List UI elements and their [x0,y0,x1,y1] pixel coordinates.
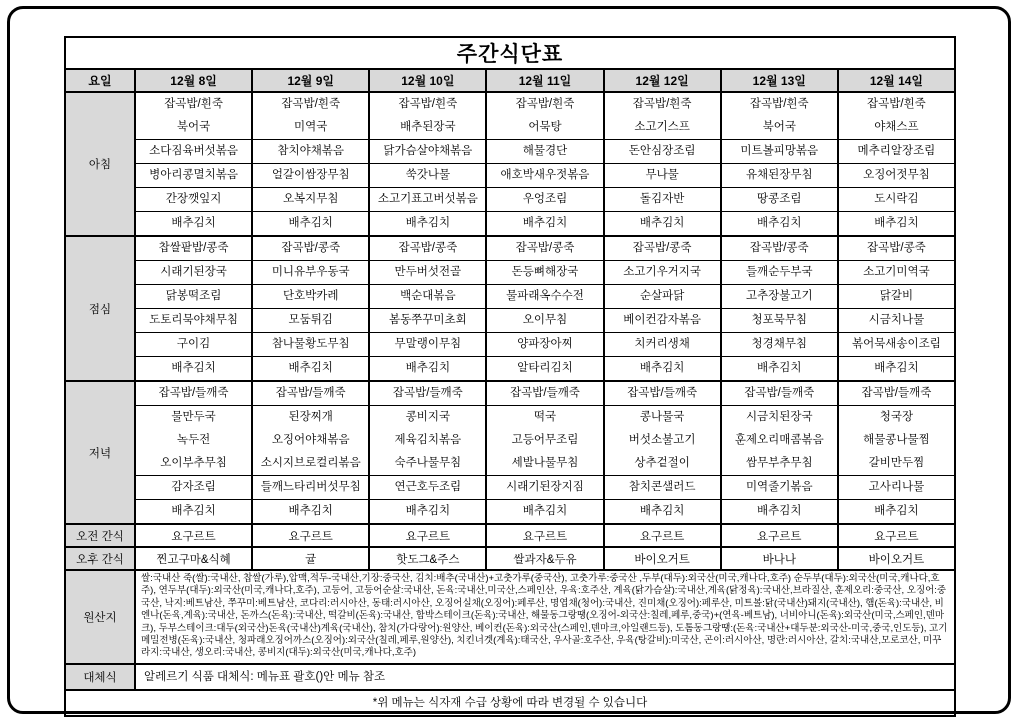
menu-cell [135,333,252,357]
menu-cell [369,140,486,164]
menu-item: 무나물 [645,169,679,181]
menu-cell [604,381,721,406]
snack-cell: 요구르트 [721,524,838,547]
menu-item: 고추장불고기 [745,290,813,302]
menu-item: 백순대볶음 [400,290,456,302]
menu-item: 얼갈이쌈장무침 [271,169,350,181]
snack-cell: 바이오거트 [604,547,721,570]
menu-item: 배추김치 [874,362,919,374]
day-label-header: 요일 [65,69,135,92]
menu-cell [838,261,955,285]
menu-item: 베이컨감자볶음 [623,314,702,326]
menu-cell [838,188,955,212]
menu-cell [369,406,486,476]
menu-item: 간장깻잎지 [165,193,222,205]
table-row [65,261,955,285]
menu-item: 배추김치 [874,505,919,517]
menu-item: 상추겉절이 [634,457,690,469]
menu-item: 어묵탕 [528,121,562,133]
menu-item: 잡곡밥/흰죽 [749,98,809,110]
date-header-cell: 12월 12일 [604,69,721,92]
menu-cell [135,140,252,164]
menu-item: 청국장 [879,411,914,423]
menu-cell [135,212,252,237]
menu-cell [135,285,252,309]
menu-item: 만두버섯전골 [394,266,462,278]
menu-item: 닭봉떡조림 [165,290,222,302]
menu-item: 감자조림 [171,481,216,493]
menu-item: 된장찌개 [288,411,333,423]
menu-cell [369,309,486,333]
menu-item: 소시지브로컬리볶음 [260,457,361,469]
menu-cell [721,188,838,212]
menu-item: 모둠튀김 [288,314,333,326]
menu-cell [369,164,486,188]
menu-cell [604,333,721,357]
menu-item: 단호박카레 [282,290,339,302]
substitute-label: 대체식 [65,664,135,690]
menu-item: 잡곡밥/콩죽 [632,242,692,254]
menu-item: 오이부추무침 [160,457,227,469]
menu-cell [838,236,955,261]
menu-cell [721,309,838,333]
menu-item: 배추김치 [288,505,333,517]
menu-cell [135,164,252,188]
menu-cell [252,140,369,164]
menu-cell [721,357,838,382]
menu-item: 참치야채볶음 [277,145,345,157]
substitute-text: 알레르기 식품 대체식: 메뉴표 괄호()안 메뉴 참조 [135,664,955,690]
menu-item: 잡곡밥/콩죽 [398,242,458,254]
table-row [65,140,955,164]
menu-item: 양파장아찌 [517,338,573,350]
menu-cell [486,261,603,285]
section-label: 저녁 [65,381,135,524]
menu-item: 알타리김치 [517,362,573,374]
table-row [65,547,955,570]
snack-cell: 찐고구마&식혜 [135,547,252,570]
menu-cell [604,164,721,188]
date-header-cell: 12월 8일 [135,69,252,92]
menu-item: 잡곡밥/흰죽 [164,98,223,110]
menu-cell [135,92,252,140]
menu-cell [135,261,252,285]
menu-item: 잡곡밥/들깨죽 [510,387,580,399]
table-row [65,406,955,476]
menu-item: 잡곡밥/콩죽 [281,242,341,254]
menu-item: 쌈무부추무침 [745,457,813,469]
date-header-cell: 12월 10일 [369,69,486,92]
menu-item: 녹두전 [176,434,211,446]
menu-cell [486,476,603,500]
table-row [65,524,955,547]
menu-cell [135,236,252,261]
menu-item: 배추김치 [639,217,685,229]
menu-cell [721,140,838,164]
menu-item: 배추김치 [171,217,216,229]
table-row [65,309,955,333]
menu-item: 잡곡밥/흰죽 [398,98,458,110]
table-row [65,381,955,406]
menu-cell [604,261,721,285]
menu-cell [252,500,369,525]
menu-item: 돈안심장조림 [628,145,696,157]
page-title: 주간식단표 [65,37,955,69]
menu-item: 도시락김 [874,193,919,205]
menu-item: 배추김치 [288,362,333,374]
menu-item: 배추김치 [288,217,333,229]
menu-item: 잡곡밥/들깨죽 [392,387,463,399]
menu-cell [252,357,369,382]
menu-item: 잡곡밥/들깨죽 [627,387,698,399]
menu-item: 유채된장무침 [745,169,813,181]
menu-cell [838,381,955,406]
menu-cell [369,236,486,261]
menu-item: 배추김치 [522,217,568,229]
menu-item: 애호박새우젓볶음 [500,169,590,181]
menu-item: 훈제오리매콤볶음 [734,434,824,446]
menu-cell [838,212,955,237]
menu-item: 북어국 [176,121,211,133]
snack-cell: 바이오거트 [838,547,955,570]
menu-item: 미트볼피망볶음 [740,145,819,157]
menu-cell [252,406,369,476]
snack-cell: 바나나 [721,547,838,570]
menu-item: 갈비만두찜 [868,457,925,469]
menu-item: 소고기우거지국 [623,266,702,278]
footer-note: *위 메뉴는 식자재 수급 상황에 따라 변경될 수 있습니다 [65,690,955,716]
table-row [65,476,955,500]
footer-note-row [65,690,955,716]
menu-cell [486,500,603,525]
menu-cell [604,476,721,500]
menu-item: 청경채무침 [751,338,808,350]
date-header-cell: 12월 14일 [838,69,955,92]
menu-item: 볶어묵새송이조림 [851,338,941,350]
menu-item: 배추김치 [757,362,802,374]
menu-cell [252,164,369,188]
menu-cell [252,476,369,500]
snack-cell: 쌀과자&두유 [486,547,603,570]
menu-cell [252,236,369,261]
menu-cell [838,500,955,525]
menu-item: 잡곡밥/들깨죽 [861,387,932,399]
menu-item: 메추리알장조림 [857,145,936,157]
menu-item: 콩나물국 [639,411,685,423]
origin-label: 원산지 [65,570,135,664]
menu-cell [486,309,603,333]
menu-cell [369,188,486,212]
menu-cell [721,333,838,357]
menu-cell [135,500,252,525]
menu-item: 잡곡밥/흰죽 [281,98,341,110]
menu-item: 돈등뼈해장국 [511,266,579,278]
menu-cell [369,333,486,357]
section-label: 오전 간식 [65,524,135,547]
section-label: 아침 [65,92,135,236]
menu-cell [721,285,838,309]
menu-cell [604,212,721,237]
menu-cell [721,406,838,476]
table-row [65,285,955,309]
menu-item: 배추김치 [405,217,451,229]
menu-item: 들깨순두부국 [745,266,813,278]
menu-cell [486,285,603,309]
menu-cell [486,164,603,188]
date-header-cell: 12월 9일 [252,69,369,92]
menu-cell [135,476,252,500]
menu-item: 잡곡밥/들깨죽 [275,387,346,399]
menu-item: 숙주나물무침 [394,457,462,469]
menu-item: 청포묵무침 [751,314,808,326]
menu-item: 참치콘샐러드 [628,481,696,493]
menu-item: 미니유부우동국 [271,266,350,278]
menu-cell [486,357,603,382]
menu-item: 물파래옥수수전 [506,290,584,302]
menu-item: 소다짐육버섯볶음 [149,145,238,157]
menu-item: 잡곡밥/콩죽 [749,242,809,254]
menu-item: 세발나물무침 [511,457,579,469]
menu-cell [252,212,369,237]
menu-item: 시래기된장지짐 [506,481,584,493]
menu-cell [252,92,369,140]
menu-cell [486,212,603,237]
menu-item: 시금치나물 [868,314,925,326]
origin-text: 쌀:국내산 죽(쌀):국내산, 찹쌀(가루),압맥,적두-국내산,기장:중국산, 김치:배추(국내산)+고춧가루(중국산), 고춧가루:중국산 ,두부(대두):외국산(미국,캐나다,호주) 순두부(대두):외국산(미국,캐나다,호주), 연두부(대두):외국산(미국,캐나다,호주), 고등어, 고등어순살:국내산, 돈육:국내산,미국산,스페인산, 우육:호주산, 계육(닭가슴살):국내산,계육(닭정육):국내산,브라질산, 훈제오리:중국산, 오징어:중국산, 낙지:베트남산, 쭈꾸미:베트남산, 코다리:러시아산, 동태:러시아산, 오징어실채(오징어):페루산, 명엽채(청어):국내산, 진미채(오징어):페루산, 미트볼:닭(국내산)돼지(국내산), 햄(돈육):국내산, 비엔나(돈육,계육):국내산, 돈까스(돈육):국내산, 떡갈비(돈육):국내산, 합박스테이크(돈육):국내산, 해물동그랑땡(오징어-외국산:칠레,페루,중국)+(연육-베트남), 너비아니(돈육):외국산(미국,스페인,덴마크), 두부스테이크:대두(외국산)돈육(국내산)계육(국내산), 참치(가다랑어):원양산, 베이컨(돈육):외국산(스페인,덴마크,아일랜드등), 도톰동그랑땡:(돈육:국내산+대두분:외국산-미국,중국,인도등), 고기메밀전병(돈육):국내산, 청파래오징어까스(오징어):외국산(칠레,페루,원양산), 치킨너겟(계육):태국산, 우사골:호주산, 우육(탕갈비):미국산, 곤이:러시아산, 명란:러시아산, 갈치:국내산,모로코산, 미꾸라지:국내산, 생오리:국내산, 콩비지(대두):외국산(미국,캐나다,호주) [135,570,955,664]
menu-cell [369,357,486,382]
menu-item: 소고기표고버섯볶음 [377,193,478,205]
menu-cell [838,309,955,333]
menu-cell [838,476,955,500]
menu-item: 고사리나물 [868,481,925,493]
snack-cell: 요구르트 [135,524,252,547]
menu-cell [486,381,603,406]
menu-item: 오징어야채볶음 [271,434,350,446]
snack-cell: 핫도그&주스 [369,547,486,570]
menu-cell [721,212,838,237]
menu-item: 버섯소불고기 [628,434,696,446]
menu-cell [721,164,838,188]
menu-item: 참나물황도무침 [271,338,350,350]
menu-item: 닭가슴살야채볶음 [383,145,473,157]
menu-cell [838,140,955,164]
menu-item: 떡국 [533,411,557,423]
snack-cell: 귤 [252,547,369,570]
menu-item: 쑥갓나물 [405,169,451,181]
menu-item: 들깨느타리버섯무침 [260,481,361,493]
menu-item: 우엉조림 [522,193,568,205]
menu-item: 잡곡밥/흰죽 [632,98,692,110]
menu-item: 찹쌀팥밥/콩죽 [158,242,229,254]
date-header-row [65,69,955,92]
snack-cell: 요구르트 [252,524,369,547]
menu-cell [721,381,838,406]
menu-item: 배추김치 [522,505,568,517]
menu-item: 배추김치 [639,362,685,374]
snack-cell: 요구르트 [369,524,486,547]
table-row [65,164,955,188]
menu-item: 미역줄기볶음 [745,481,813,493]
menu-item: 오이무침 [522,314,568,326]
menu-item: 시래기된장국 [160,266,227,278]
menu-item: 배추된장국 [400,121,456,133]
table-row [65,188,955,212]
menu-cell [838,333,955,357]
menu-item: 구이김 [176,338,211,350]
menu-cell [486,140,603,164]
menu-cell [252,381,369,406]
menu-cell [135,188,252,212]
menu-item: 배추김치 [171,505,216,517]
menu-cell [604,406,721,476]
table-row [65,92,955,140]
section-label: 점심 [65,236,135,381]
menu-item: 잡곡밥/콩죽 [867,242,926,254]
date-header-cell: 12월 13일 [721,69,838,92]
menu-cell [369,92,486,140]
menu-cell [369,285,486,309]
origin-row [65,570,955,664]
menu-item: 봄동쭈꾸미초회 [388,314,467,326]
menu-cell [721,500,838,525]
menu-item: 치커리생채 [634,338,690,350]
menu-cell [252,285,369,309]
title-row [65,37,955,69]
date-header-cell: 12월 11일 [486,69,603,92]
menu-cell [486,406,603,476]
menu-item: 야채스프 [874,121,919,133]
menu-item: 미역국 [294,121,328,133]
menu-cell [252,309,369,333]
menu-item: 배추김치 [757,217,802,229]
menu-cell [486,333,603,357]
menu-item: 잡곡밥/흰죽 [867,98,926,110]
menu-cell [604,357,721,382]
menu-item: 오징어젓무침 [863,169,930,181]
snack-cell: 요구르트 [486,524,603,547]
menu-item: 소고기스프 [634,121,690,133]
menu-cell [369,476,486,500]
menu-item: 소고기미역국 [863,266,930,278]
menu-item: 북어국 [762,121,796,133]
menu-item: 땅콩조림 [757,193,802,205]
menu-cell [135,381,252,406]
table-row [65,500,955,525]
snack-cell: 요구르트 [604,524,721,547]
menu-cell [604,92,721,140]
menu-item: 배추김치 [405,505,451,517]
menu-cell [369,212,486,237]
menu-cell [486,92,603,140]
menu-item: 시금치된장국 [745,411,813,423]
menu-item: 해물콩나물찜 [863,434,930,446]
menu-item: 닭갈비 [879,290,914,302]
menu-item: 콩비지국 [405,411,451,423]
table-row [65,236,955,261]
menu-item: 고등어무조림 [511,434,579,446]
table-row [65,333,955,357]
table-row [65,357,955,382]
weekly-menu-table [64,36,956,717]
menu-item: 물만두국 [171,411,216,423]
menu-item: 배추김치 [639,505,685,517]
section-label: 오후 간식 [65,547,135,570]
menu-cell [838,164,955,188]
menu-cell [135,357,252,382]
menu-cell [604,309,721,333]
menu-cell [369,261,486,285]
menu-item: 잡곡밥/들깨죽 [158,387,229,399]
menu-cell [838,92,955,140]
menu-item: 배추김치 [757,505,802,517]
menu-cell [721,476,838,500]
menu-cell [369,500,486,525]
menu-cell [838,357,955,382]
menu-cell [486,188,603,212]
menu-cell [838,406,955,476]
menu-item: 해물경단 [522,145,568,157]
menu-cell [135,406,252,476]
snack-cell: 요구르트 [838,524,955,547]
menu-item: 무말랭이무침 [394,338,462,350]
menu-cell [604,285,721,309]
menu-item: 잡곡밥/콩죽 [515,242,575,254]
menu-cell [838,285,955,309]
substitute-row [65,664,955,690]
menu-cell [252,188,369,212]
table-row [65,212,955,237]
menu-cell [369,381,486,406]
menu-item: 연근호두조림 [394,481,462,493]
menu-item: 순살파닭 [639,290,685,302]
menu-item: 배추김치 [405,362,451,374]
menu-body [65,92,955,570]
menu-item: 잡곡밥/흰죽 [515,98,575,110]
menu-item: 도토리묵야채무침 [149,314,238,326]
menu-cell [721,261,838,285]
menu-item: 돌김자반 [639,193,685,205]
menu-cell [721,236,838,261]
menu-cell [604,140,721,164]
menu-cell [604,500,721,525]
menu-cell [252,261,369,285]
menu-cell [135,309,252,333]
menu-cell [604,236,721,261]
menu-cell [721,92,838,140]
menu-item: 오복지무침 [282,193,339,205]
menu-cell [604,188,721,212]
menu-cell [252,333,369,357]
menu-item: 배추김치 [171,362,216,374]
menu-item: 잡곡밥/들깨죽 [744,387,815,399]
menu-item: 제육김치볶음 [394,434,462,446]
menu-item: 배추김치 [874,217,919,229]
menu-item: 병아리콩멸치볶음 [149,169,238,181]
menu-cell [486,236,603,261]
